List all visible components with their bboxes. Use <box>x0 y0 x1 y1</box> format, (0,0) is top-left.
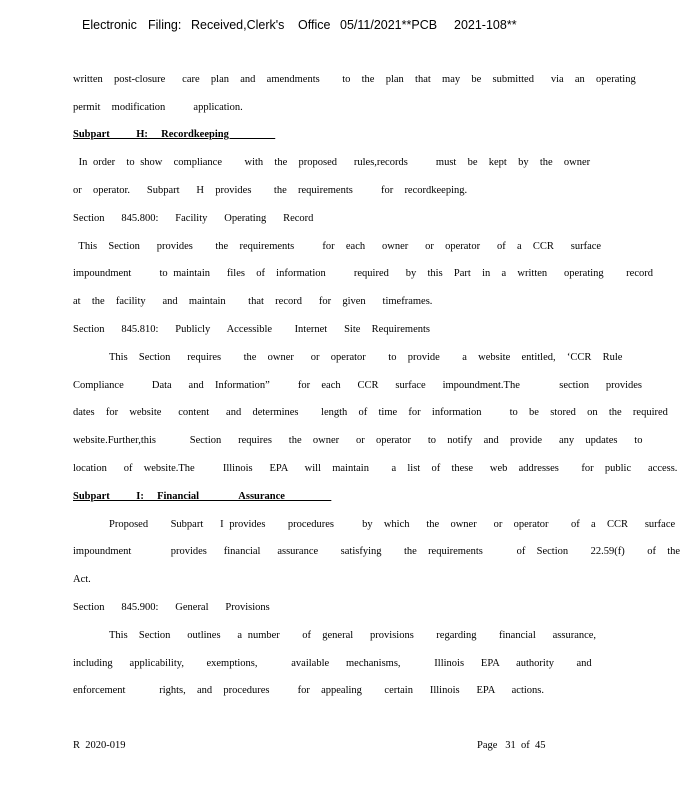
body-line: dates for website content and determines length of time for information to be stored on the required <box>73 407 668 418</box>
body-line: Act. <box>73 574 91 585</box>
header-electronic: Electronic <box>82 18 137 32</box>
body-line: website.Further,this Section requires the owner or operator to notify and provide any updates to <box>73 435 643 446</box>
body-line: enforcement rights, and procedures for appealing certain Illinois EPA actions. <box>73 685 545 696</box>
section-title-845-810: Section 845.810: Publicly Accessible Internet Site Requirements <box>73 324 430 335</box>
header-filing: Filing: <box>148 18 182 32</box>
body-line: or operator. Subpart H provides the requirements for recordkeeping. <box>73 185 468 196</box>
body-line: impoundment to maintain files of information required by this Part in a written operating record <box>73 268 653 279</box>
section-title-845-800: Section 845.800: Facility Operating Record <box>73 213 314 224</box>
body-line: at the facility and maintain that record for given timeframes. <box>73 296 433 307</box>
footer-page-number: Page 31 of 45 <box>477 740 546 751</box>
section-heading-subpart-h: Subpart H: Recordkeeping <box>73 129 276 140</box>
body-line: Proposed Subpart I provides procedures by which the owner or operator of a CCR surface <box>109 519 676 530</box>
footer-docket-number: R 2020-019 <box>73 740 126 751</box>
body-line: including applicability, exemptions, available mechanisms, Illinois EPA authority and <box>73 658 592 669</box>
body-line: impoundment provides financial assurance satisfying the requirements of Section 22.59(f) of the <box>73 546 680 557</box>
header-date: 05/11/2021**PCB <box>340 18 438 32</box>
header-case-number: 2021-108** <box>454 18 517 32</box>
body-line: In order to show compliance with the proposed rules,records must be kept by the owner <box>73 157 591 168</box>
body-line: location of website.The Illinois EPA will maintain a list of these web addresses for public access. <box>73 463 678 474</box>
section-heading-subpart-i: Subpart I: Financial Assurance <box>73 491 332 502</box>
filing-stamp-header <box>82 18 552 38</box>
section-title-845-900: Section 845.900: General Provisions <box>73 602 270 613</box>
body-line: This Section requires the owner or operator to provide a website entitled, ‘CCR Rule <box>109 352 623 363</box>
header-office: Office <box>298 18 331 32</box>
body-line: This Section provides the requirements for each owner or operator of a CCR surface <box>73 241 602 252</box>
body-line: This Section outlines a number of general provisions regarding financial assurance, <box>109 630 597 641</box>
body-line: permit modification application. <box>73 102 243 113</box>
body-line: Compliance Data and Information” for each CCR surface impoundment.The section provides <box>73 380 643 391</box>
header-received: Received,Clerk's <box>191 18 285 32</box>
body-line: written post-closure care plan and amendments to the plan that may be submitted via an operating <box>73 74 636 85</box>
